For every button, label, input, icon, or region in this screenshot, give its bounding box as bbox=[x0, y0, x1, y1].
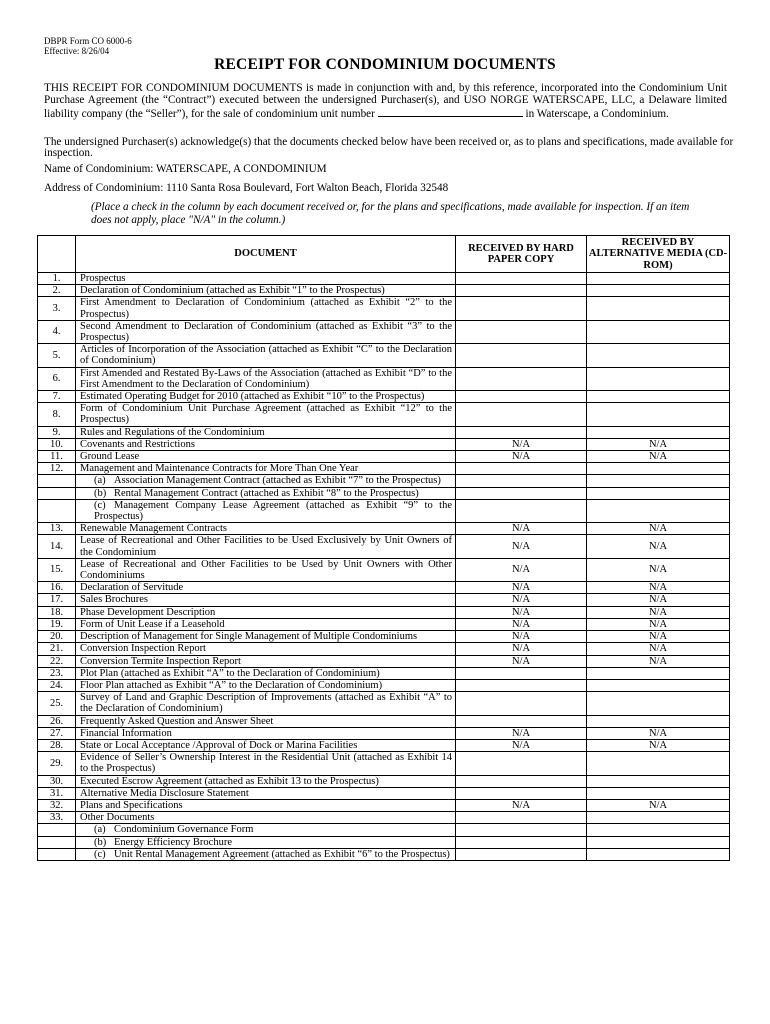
hard-copy-checkbox-cell[interactable] bbox=[456, 787, 587, 799]
cdrom-checkbox-cell[interactable] bbox=[587, 692, 730, 715]
table-row bbox=[38, 594, 730, 606]
document-text: First Amendment to Declaration of Condominium (attached as Exhibit “2” to the Prospectus) bbox=[80, 297, 452, 320]
cdrom-checkbox-cell[interactable] bbox=[587, 848, 730, 860]
cdrom-checkbox-cell[interactable]: N/A bbox=[587, 582, 730, 594]
row-number: 25. bbox=[38, 692, 76, 715]
document-text: Lease of Recreational and Other Facilities to be Used by Unit Owners with Other Condominiums bbox=[80, 558, 452, 582]
document-text: Evidence of Seller’s Ownership Interest in the Residential Unit (attached as Exhibit 14 to the Prospectus) bbox=[80, 752, 452, 775]
cdrom-checkbox-cell[interactable]: N/A bbox=[587, 643, 730, 655]
document-name bbox=[76, 715, 456, 727]
hard-copy-checkbox-cell[interactable]: N/A bbox=[456, 739, 587, 751]
document-name bbox=[76, 692, 456, 715]
sub-item-label: (b) bbox=[94, 836, 107, 848]
row-number: 2. bbox=[38, 285, 76, 297]
document-name bbox=[76, 606, 456, 618]
document-text: Condominium Governance Form bbox=[114, 824, 254, 836]
cdrom-checkbox-cell[interactable]: N/A bbox=[587, 655, 730, 667]
document-text: Renewable Management Contracts bbox=[80, 523, 227, 535]
cdrom-checkbox-cell[interactable] bbox=[587, 787, 730, 799]
hard-copy-checkbox-cell[interactable] bbox=[456, 487, 587, 499]
table-row bbox=[38, 667, 730, 679]
document-name bbox=[76, 787, 456, 799]
table-row bbox=[38, 344, 730, 367]
document-name bbox=[76, 535, 456, 558]
table-row bbox=[38, 523, 730, 535]
hard-copy-checkbox-cell[interactable] bbox=[456, 848, 587, 860]
document-text: Rental Management Contract (attached as Exhibit “8” to the Prospectus) bbox=[114, 487, 419, 499]
document-text: Executed Escrow Agreement (attached as Exhibit 13 to the Prospectus) bbox=[80, 775, 379, 787]
cdrom-checkbox-cell[interactable] bbox=[587, 367, 730, 390]
row-number: 8. bbox=[38, 403, 76, 426]
hard-copy-checkbox-cell[interactable] bbox=[456, 463, 587, 475]
row-number: 1. bbox=[38, 273, 76, 285]
document-text: Survey of Land and Graphic Description of Improvements (attached as Exhibit “A” to the Declaration of Condominium) bbox=[80, 692, 452, 715]
hard-copy-checkbox-cell[interactable] bbox=[456, 679, 587, 691]
document-name bbox=[76, 344, 456, 367]
intro-text-end: in Waterscape, a Condominium. bbox=[525, 107, 669, 120]
table-row bbox=[38, 679, 730, 691]
hard-copy-checkbox-cell[interactable]: N/A bbox=[456, 606, 587, 618]
document-text: Form of Unit Lease if a Leasehold bbox=[80, 618, 225, 630]
document-name bbox=[76, 631, 456, 643]
hard-copy-checkbox-cell[interactable] bbox=[456, 320, 587, 343]
document-text: Declaration of Servitude bbox=[80, 582, 184, 594]
document-name bbox=[76, 475, 456, 487]
document-name bbox=[76, 320, 456, 343]
document-name bbox=[76, 523, 456, 535]
row-number: 18. bbox=[38, 606, 76, 618]
row-number: 30. bbox=[38, 775, 76, 787]
cdrom-checkbox-cell[interactable]: N/A bbox=[587, 558, 730, 581]
document-text: Sales Brochures bbox=[80, 594, 148, 606]
table-row bbox=[38, 692, 730, 715]
document-name bbox=[76, 812, 456, 824]
document-text: Ground Lease bbox=[80, 451, 140, 463]
hard-copy-checkbox-cell[interactable]: N/A bbox=[456, 643, 587, 655]
cdrom-checkbox-cell[interactable] bbox=[587, 775, 730, 787]
row-number: 7. bbox=[38, 391, 76, 403]
document-text: Frequently Asked Question and Answer Sheet bbox=[80, 715, 274, 727]
document-text: Management Company Lease Agreement (attached as Exhibit “9” to the Prospectus) bbox=[94, 499, 452, 523]
table-row bbox=[38, 426, 730, 438]
row-number bbox=[38, 499, 76, 522]
hard-copy-checkbox-cell[interactable] bbox=[456, 499, 587, 522]
document-text: State or Local Acceptance /Approval of Dock or Marina Facilities bbox=[80, 739, 358, 751]
table-row bbox=[38, 824, 730, 836]
hard-copy-checkbox-cell[interactable] bbox=[456, 273, 587, 285]
cdrom-checkbox-cell[interactable] bbox=[587, 752, 730, 775]
header-number bbox=[38, 236, 76, 273]
header-document: DOCUMENT bbox=[76, 236, 456, 273]
document-text: First Amended and Restated By-Laws of the Association (attached as Exhibit “D” to the First Amendment to the Declaration of Condominium) bbox=[80, 367, 452, 390]
table-row bbox=[38, 487, 730, 499]
row-number: 5. bbox=[38, 344, 76, 367]
document-name bbox=[76, 594, 456, 606]
table-row bbox=[38, 775, 730, 787]
cdrom-checkbox-cell[interactable] bbox=[587, 667, 730, 679]
row-number bbox=[38, 487, 76, 499]
table-row bbox=[38, 727, 730, 739]
cdrom-checkbox-cell[interactable]: N/A bbox=[587, 535, 730, 558]
document-text: Lease of Recreational and Other Facilities to be Used Exclusively by Unit Owners of the Condominium bbox=[80, 535, 452, 558]
document-text: Alternative Media Disclosure Statement bbox=[80, 787, 249, 799]
cdrom-checkbox-cell[interactable] bbox=[587, 836, 730, 848]
table-row bbox=[38, 475, 730, 487]
document-name bbox=[76, 836, 456, 848]
table-row bbox=[38, 403, 730, 426]
document-name bbox=[76, 727, 456, 739]
document-text: Association Management Contract (attached as Exhibit “7” to the Prospectus) bbox=[114, 475, 441, 487]
row-number: 6. bbox=[38, 367, 76, 390]
table-row bbox=[38, 812, 730, 824]
table-row bbox=[38, 391, 730, 403]
table-row bbox=[38, 535, 730, 558]
row-number: 33. bbox=[38, 812, 76, 824]
row-number: 19. bbox=[38, 618, 76, 630]
cdrom-checkbox-cell[interactable] bbox=[587, 487, 730, 499]
unit-number-field[interactable] bbox=[378, 107, 523, 117]
hard-copy-checkbox-cell[interactable]: N/A bbox=[456, 618, 587, 630]
cdrom-checkbox-cell[interactable] bbox=[587, 824, 730, 836]
row-number: 13. bbox=[38, 523, 76, 535]
table-row bbox=[38, 606, 730, 618]
sub-item-label: (a) bbox=[94, 824, 106, 836]
document-name bbox=[76, 655, 456, 667]
table-row bbox=[38, 463, 730, 475]
hard-copy-checkbox-cell[interactable] bbox=[456, 391, 587, 403]
document-text: Covenants and Restrictions bbox=[80, 438, 195, 450]
sub-item-label: (b) bbox=[94, 487, 107, 499]
table-row bbox=[38, 618, 730, 630]
cdrom-checkbox-cell[interactable] bbox=[587, 499, 730, 522]
table-row bbox=[38, 438, 730, 450]
hard-copy-checkbox-cell[interactable]: N/A bbox=[456, 594, 587, 606]
document-name bbox=[76, 438, 456, 450]
row-number: 15. bbox=[38, 558, 76, 581]
hard-copy-checkbox-cell[interactable]: N/A bbox=[456, 727, 587, 739]
table-row bbox=[38, 631, 730, 643]
hard-copy-checkbox-cell[interactable] bbox=[456, 824, 587, 836]
condo-address: Address of Condominium: 1110 Santa Rosa Boulevard, Fort Walton Beach, Florida 32548 bbox=[44, 182, 449, 194]
document-name bbox=[76, 426, 456, 438]
hard-copy-checkbox-cell[interactable]: N/A bbox=[456, 655, 587, 667]
documents-table bbox=[37, 235, 730, 861]
row-number: 22. bbox=[38, 655, 76, 667]
table-row bbox=[38, 643, 730, 655]
sub-item-label: (c) bbox=[94, 499, 106, 511]
row-number: 26. bbox=[38, 715, 76, 727]
hard-copy-checkbox-cell[interactable] bbox=[456, 344, 587, 367]
document-name bbox=[76, 667, 456, 679]
hard-copy-checkbox-cell[interactable]: N/A bbox=[456, 438, 587, 450]
document-text: Phase Development Description bbox=[80, 606, 216, 618]
document-text: Second Amendment to Declaration of Condominium (attached as Exhibit “3” to the Prospectus) bbox=[80, 320, 452, 344]
table-row bbox=[38, 799, 730, 811]
document-name bbox=[76, 582, 456, 594]
cdrom-checkbox-cell[interactable]: N/A bbox=[587, 727, 730, 739]
row-number: 21. bbox=[38, 643, 76, 655]
sub-item-label: (c) bbox=[94, 848, 106, 860]
table-row bbox=[38, 752, 730, 775]
row-number: 16. bbox=[38, 582, 76, 594]
document-name bbox=[76, 679, 456, 691]
row-number: 4. bbox=[38, 320, 76, 343]
hard-copy-checkbox-cell[interactable] bbox=[456, 403, 587, 426]
hard-copy-checkbox-cell[interactable]: N/A bbox=[456, 451, 587, 463]
cdrom-checkbox-cell[interactable] bbox=[587, 403, 730, 426]
header-cdrom: RECEIVED BY ALTERNATIVE MEDIA (CD-ROM) bbox=[587, 236, 730, 273]
cdrom-checkbox-cell[interactable] bbox=[587, 297, 730, 320]
intro-text: THIS RECEIPT FOR CONDOMINIUM DOCUMENTS is made in conjunction with and, by this reference, incorporated into the Condominium Unit Purchase Agreement (the “Contract”) executed between the undersigned Purchaser(s), and USO NORGE WATERSCAPE, LLC, a Delaware limited liability company (the “Seller”), for the sale of condominium unit number bbox=[44, 82, 727, 120]
table-row bbox=[38, 848, 730, 860]
page-title: RECEIPT FOR CONDOMINIUM DOCUMENTS bbox=[214, 56, 556, 73]
document-name bbox=[76, 451, 456, 463]
table-row bbox=[38, 499, 730, 522]
hard-copy-checkbox-cell[interactable] bbox=[456, 475, 587, 487]
document-name bbox=[76, 285, 456, 297]
document-name bbox=[76, 487, 456, 499]
cdrom-checkbox-cell[interactable] bbox=[587, 344, 730, 367]
document-name bbox=[76, 391, 456, 403]
document-text: Floor Plan attached as Exhibit “A” to the Declaration of Condominium) bbox=[80, 679, 383, 691]
row-number: 12. bbox=[38, 463, 76, 475]
table-row bbox=[38, 297, 730, 320]
cdrom-checkbox-cell[interactable]: N/A bbox=[587, 739, 730, 751]
document-text: Unit Rental Management Agreement (attached as Exhibit “6” to the Prospectus) bbox=[114, 848, 450, 860]
hard-copy-checkbox-cell[interactable]: N/A bbox=[456, 523, 587, 535]
cdrom-checkbox-cell[interactable]: N/A bbox=[587, 451, 730, 463]
document-text: Description of Management for Single Management of Multiple Condominiums bbox=[80, 631, 418, 643]
cdrom-checkbox-cell[interactable] bbox=[587, 391, 730, 403]
row-number: 28. bbox=[38, 739, 76, 751]
table-row bbox=[38, 367, 730, 390]
row-number: 24. bbox=[38, 679, 76, 691]
sub-item-label: (a) bbox=[94, 475, 106, 487]
cdrom-checkbox-cell[interactable] bbox=[587, 715, 730, 727]
cdrom-checkbox-cell[interactable] bbox=[587, 285, 730, 297]
document-text: Declaration of Condominium (attached as Exhibit “1” to the Prospectus) bbox=[80, 285, 385, 297]
table-row bbox=[38, 836, 730, 848]
document-name bbox=[76, 752, 456, 775]
hard-copy-checkbox-cell[interactable] bbox=[456, 297, 587, 320]
table-row bbox=[38, 451, 730, 463]
row-number: 29. bbox=[38, 752, 76, 775]
document-name bbox=[76, 739, 456, 751]
table-row bbox=[38, 285, 730, 297]
condo-name: Name of Condominium: WATERSCAPE, A CONDOMINIUM bbox=[44, 163, 327, 175]
cdrom-checkbox-cell[interactable] bbox=[587, 679, 730, 691]
cdrom-checkbox-cell[interactable]: N/A bbox=[587, 618, 730, 630]
cdrom-checkbox-cell[interactable]: N/A bbox=[587, 594, 730, 606]
table-row bbox=[38, 715, 730, 727]
acknowledgement-text: The undersigned Purchaser(s) acknowledge(s) that the documents checked below have been received or, as to plans and specifications, made available for inspection. bbox=[44, 136, 734, 159]
cdrom-checkbox-cell[interactable] bbox=[587, 273, 730, 285]
cdrom-checkbox-cell[interactable]: N/A bbox=[587, 799, 730, 811]
row-number: 23. bbox=[38, 667, 76, 679]
cdrom-checkbox-cell[interactable]: N/A bbox=[587, 523, 730, 535]
row-number: 3. bbox=[38, 297, 76, 320]
hard-copy-checkbox-cell[interactable] bbox=[456, 367, 587, 390]
row-number: 11. bbox=[38, 451, 76, 463]
cdrom-checkbox-cell[interactable]: N/A bbox=[587, 606, 730, 618]
intro-paragraph bbox=[44, 82, 727, 120]
hard-copy-checkbox-cell[interactable]: N/A bbox=[456, 582, 587, 594]
row-number bbox=[38, 824, 76, 836]
table-row bbox=[38, 582, 730, 594]
document-name bbox=[76, 618, 456, 630]
document-name bbox=[76, 403, 456, 426]
document-text: Plans and Specifications bbox=[80, 799, 183, 811]
row-number: 20. bbox=[38, 631, 76, 643]
hard-copy-checkbox-cell[interactable] bbox=[456, 715, 587, 727]
document-name bbox=[76, 775, 456, 787]
hard-copy-checkbox-cell[interactable] bbox=[456, 752, 587, 775]
document-name bbox=[76, 643, 456, 655]
document-text: Other Documents bbox=[80, 812, 155, 824]
row-number bbox=[38, 836, 76, 848]
instructions: (Place a check in the column by each document received or, for the plans and specifications, made available for inspection. If an item does not apply, place "N/A" in the column.) bbox=[91, 201, 690, 226]
row-number: 9. bbox=[38, 426, 76, 438]
cdrom-checkbox-cell[interactable] bbox=[587, 463, 730, 475]
form-id: DBPR Form CO 6000-6 bbox=[44, 36, 132, 46]
hard-copy-checkbox-cell[interactable] bbox=[456, 775, 587, 787]
hard-copy-checkbox-cell[interactable] bbox=[456, 667, 587, 679]
cdrom-checkbox-cell[interactable]: N/A bbox=[587, 438, 730, 450]
document-name bbox=[76, 848, 456, 860]
document-text: Conversion Termite Inspection Report bbox=[80, 655, 241, 667]
row-number: 14. bbox=[38, 535, 76, 558]
document-text: Management and Maintenance Contracts for More Than One Year bbox=[80, 463, 359, 475]
hard-copy-checkbox-cell[interactable]: N/A bbox=[456, 631, 587, 643]
document-name bbox=[76, 297, 456, 320]
cdrom-checkbox-cell[interactable]: N/A bbox=[587, 631, 730, 643]
hard-copy-checkbox-cell[interactable] bbox=[456, 812, 587, 824]
hard-copy-checkbox-cell[interactable] bbox=[456, 836, 587, 848]
table-row bbox=[38, 273, 730, 285]
hard-copy-checkbox-cell[interactable]: N/A bbox=[456, 558, 587, 581]
document-name bbox=[76, 499, 456, 522]
document-name bbox=[76, 273, 456, 285]
document-name bbox=[76, 824, 456, 836]
document-text: Rules and Regulations of the Condominium bbox=[80, 426, 265, 438]
row-number: 17. bbox=[38, 594, 76, 606]
document-text: Articles of Incorporation of the Association (attached as Exhibit “C” to the Declaration of Condominium) bbox=[80, 344, 452, 367]
row-number bbox=[38, 475, 76, 487]
row-number bbox=[38, 848, 76, 860]
document-text: Plot Plan (attached as Exhibit “A” to the Declaration of Condominium) bbox=[80, 667, 380, 679]
document-text: Form of Condominium Unit Purchase Agreement (attached as Exhibit “12” to the Prospectus) bbox=[80, 403, 452, 426]
cdrom-checkbox-cell[interactable] bbox=[587, 475, 730, 487]
table-row bbox=[38, 655, 730, 667]
hard-copy-checkbox-cell[interactable] bbox=[456, 692, 587, 715]
document-name bbox=[76, 367, 456, 390]
table-row bbox=[38, 739, 730, 751]
row-number: 10. bbox=[38, 438, 76, 450]
row-number: 32. bbox=[38, 799, 76, 811]
row-number: 27. bbox=[38, 727, 76, 739]
cdrom-checkbox-cell[interactable] bbox=[587, 426, 730, 438]
document-name bbox=[76, 799, 456, 811]
effective-date: Effective: 8/26/04 bbox=[44, 46, 110, 56]
document-text: Energy Efficiency Brochure bbox=[114, 836, 232, 848]
hard-copy-checkbox-cell[interactable] bbox=[456, 285, 587, 297]
document-name bbox=[76, 558, 456, 581]
hard-copy-checkbox-cell[interactable]: N/A bbox=[456, 799, 587, 811]
document-name bbox=[76, 463, 456, 475]
table-row bbox=[38, 787, 730, 799]
document-text: Conversion Inspection Report bbox=[80, 643, 206, 655]
table-row bbox=[38, 558, 730, 581]
document-text: Financial Information bbox=[80, 727, 172, 739]
header-hard-copy: RECEIVED BY HARD PAPER COPY bbox=[456, 236, 587, 273]
hard-copy-checkbox-cell[interactable]: N/A bbox=[456, 535, 587, 558]
cdrom-checkbox-cell[interactable] bbox=[587, 320, 730, 343]
cdrom-checkbox-cell[interactable] bbox=[587, 812, 730, 824]
row-number: 31. bbox=[38, 787, 76, 799]
hard-copy-checkbox-cell[interactable] bbox=[456, 426, 587, 438]
document-text: Prospectus bbox=[80, 273, 126, 284]
document-text: Estimated Operating Budget for 2010 (attached as Exhibit “10” to the Prospectus) bbox=[80, 391, 425, 403]
table-row bbox=[38, 320, 730, 343]
